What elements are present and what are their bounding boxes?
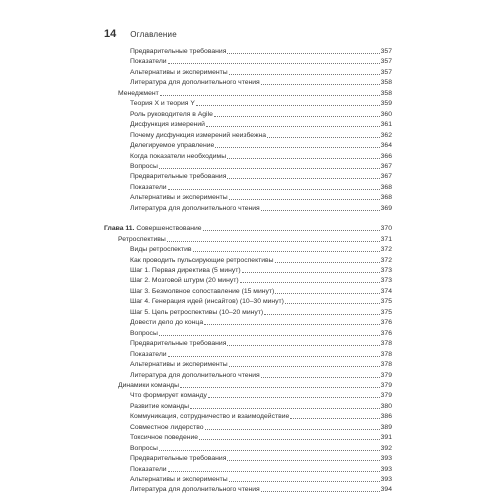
entry-text: Шаг 3. Безмолвное сопоставление (15 минут) (130, 287, 275, 295)
toc-page-number: 358 (380, 79, 392, 87)
toc-entry-title (130, 466, 167, 474)
entry-text: Шаг 1. Первая директива (5 минут) (130, 267, 241, 274)
toc-page-number: 368 (380, 183, 392, 191)
dot-leader (285, 303, 380, 304)
toc-entry-title (130, 142, 214, 150)
entry-text: Альтернативы и эксперименты (130, 361, 228, 369)
toc-subsection-entry (130, 192, 392, 202)
toc-subsection-entry (130, 296, 392, 306)
dot-leader (159, 168, 380, 169)
toc-page-number: 374 (380, 287, 392, 295)
toc-entry-title (130, 153, 226, 161)
toc-page-number: 375 (380, 298, 392, 306)
dot-leader (204, 324, 380, 325)
toc-entry-title (130, 424, 204, 432)
entry-text: Дисфункция измерений (130, 121, 205, 129)
dot-leader (227, 460, 379, 461)
dot-leader (275, 262, 380, 263)
toc-page-number: 376 (380, 329, 392, 337)
dot-leader (168, 63, 380, 64)
toc-subsection-entry (130, 265, 392, 275)
toc-entry-title (130, 392, 207, 400)
page-header (104, 28, 177, 40)
entry-text: Что формирует команду (130, 392, 207, 400)
dot-leader (199, 439, 380, 440)
toc-page-number: 358 (380, 89, 392, 97)
toc-entry-title (118, 90, 159, 98)
dot-leader (159, 335, 380, 336)
toc-entry-title (118, 382, 179, 390)
toc-subsection-entry (130, 244, 392, 254)
toc-entry-title (130, 372, 260, 380)
toc-page-number: 392 (380, 444, 392, 452)
toc-entry-title (104, 225, 202, 233)
toc-page-number: 359 (380, 100, 392, 108)
dot-leader (159, 450, 380, 451)
dot-leader (196, 105, 380, 106)
entry-text: Развитие команды (130, 402, 190, 410)
toc-subsection-entry (130, 432, 392, 442)
toc-page-number: 369 (380, 204, 392, 212)
toc-section-entry (118, 234, 392, 244)
toc-entry-title (130, 205, 260, 213)
toc-subsection-entry (130, 443, 392, 453)
toc-entry-title (118, 236, 166, 244)
dot-leader (261, 491, 380, 492)
dot-leader (167, 241, 380, 242)
toc-entry-title (130, 194, 228, 202)
toc-entry-title (130, 288, 274, 296)
toc-page-number: 367 (380, 173, 392, 181)
dot-leader (261, 84, 380, 85)
toc-page-number: 380 (380, 402, 392, 410)
toc-entry-title (130, 163, 158, 171)
toc-entry-title (130, 434, 198, 442)
chapter-label: Глава 11. (104, 225, 135, 233)
toc-page-number: 357 (380, 48, 392, 55)
toc-page-number: 386 (380, 413, 392, 421)
entry-text: Шаг 4. Генерация идей (инсайтов) (10–30 минут) (130, 298, 284, 306)
toc-page-number: 379 (380, 392, 392, 400)
dot-leader (215, 147, 379, 148)
toc-entry-title (130, 361, 228, 369)
entry-text: Предварительные требования (130, 173, 227, 181)
toc-entry-title (130, 319, 203, 327)
toc-subsection-entry (130, 182, 392, 192)
entry-text: Совершенствование (134, 225, 202, 233)
dot-leader (168, 471, 380, 472)
toc-subsection-entry (130, 140, 392, 150)
entry-text: Альтернативы и эксперименты (130, 68, 228, 76)
toc-subsection-entry (130, 130, 392, 140)
toc-subsection-entry (130, 338, 392, 348)
entry-text: Вопросы (130, 329, 158, 337)
toc-page-number: 373 (380, 277, 392, 285)
toc-subsection-entry (130, 453, 392, 463)
toc-subsection-entry (130, 411, 392, 421)
entry-text: Роль руководителя в Agile (130, 110, 213, 118)
toc-entry-title (130, 330, 158, 338)
toc-subsection-entry (130, 56, 392, 66)
entry-text: Ретроспективы (118, 235, 166, 243)
entry-text: Показатели (130, 183, 167, 191)
toc-entry-title (130, 298, 284, 306)
toc-page-number: 362 (380, 131, 392, 139)
toc-entry-title (130, 445, 158, 453)
entry-text: Предварительные требования (130, 455, 227, 463)
dot-leader (261, 377, 380, 378)
toc-entry-title (130, 100, 195, 108)
toc-subsection-entry (130, 370, 392, 380)
dot-leader (229, 366, 380, 367)
toc-page-number: 372 (380, 256, 392, 264)
dot-leader (240, 282, 380, 283)
toc-subsection-entry (130, 203, 392, 213)
toc-page-number: 361 (380, 121, 392, 129)
toc-entry-title (130, 173, 226, 181)
toc-chapter-entry (104, 223, 392, 233)
entry-text: Совместное лидерство (130, 423, 204, 431)
dot-leader (267, 137, 380, 138)
toc-subsection-entry (130, 484, 392, 494)
entry-text: Показатели (130, 58, 167, 66)
toc-subsection-entry (130, 328, 392, 338)
entry-text: Показатели (130, 350, 167, 358)
entry-text: Шаг 2. Мозговой штурм (20 минут) (130, 277, 239, 285)
toc-subsection-entry (130, 317, 392, 327)
toc-page-number: 372 (380, 246, 392, 254)
toc-page-number: 389 (380, 423, 392, 431)
toc-page-number: 393 (380, 476, 392, 483)
dot-leader (160, 95, 380, 96)
page-number: 14 (104, 28, 117, 40)
entry-text: Виды ретроспектив (130, 246, 192, 254)
toc-page-number: 360 (380, 110, 392, 118)
toc-page-number: 370 (380, 225, 392, 233)
dot-leader (229, 481, 380, 482)
entry-text: Менеджмент (118, 89, 159, 97)
toc-subsection-entry (130, 390, 392, 400)
toc-entry-title (130, 79, 260, 87)
toc-entry-title (130, 184, 167, 192)
entry-text: Токсичное поведение (130, 434, 199, 442)
toc-entry-title (130, 58, 167, 66)
dot-leader (275, 293, 379, 294)
dot-leader (227, 345, 379, 346)
toc-page-number: 379 (380, 381, 392, 389)
toc-subsection-entry (130, 98, 392, 108)
toc-entry-title (130, 476, 228, 484)
dot-leader (264, 314, 379, 315)
entry-text: Предварительные требования (130, 48, 227, 55)
entry-text: Литература для дополнительного чтения (130, 204, 260, 212)
toc-entry-title (130, 486, 260, 494)
entry-text: Предварительные требования (130, 340, 227, 348)
entry-text: Коммуникация, сотрудничество и взаимодействие (130, 413, 290, 421)
toc-entry-title (130, 309, 263, 317)
toc-entry-title (130, 413, 289, 421)
dot-leader (290, 418, 379, 419)
toc-entry-title (130, 257, 274, 265)
toc-page-number: 378 (380, 340, 392, 348)
toc-entry-title (130, 277, 239, 285)
toc-subsection-entry (130, 67, 392, 77)
toc-page-number: 394 (380, 486, 392, 494)
dot-leader (229, 74, 380, 75)
dot-leader (193, 251, 380, 252)
toc-page-number: 357 (380, 58, 392, 66)
toc-page-number: 375 (380, 308, 392, 316)
toc-section-entry (118, 88, 392, 98)
toc-subsection-entry (130, 307, 392, 317)
toc-page-number: 368 (380, 194, 392, 202)
toc-page-number: 378 (380, 361, 392, 369)
toc-subsection-entry (130, 422, 392, 432)
toc-subsection-entry (130, 464, 392, 474)
toc-page-number: 364 (380, 142, 392, 150)
dot-leader (227, 158, 380, 159)
toc-subsection-entry (130, 161, 392, 171)
toc-subsection-entry (130, 275, 392, 285)
dot-leader (206, 126, 380, 127)
toc-page-number: 379 (380, 371, 392, 379)
entry-text: Литература для дополнительного чтения (130, 486, 260, 494)
dot-leader (168, 356, 380, 357)
toc-entry-title (130, 111, 213, 119)
toc-page-number: 371 (380, 235, 392, 243)
toc-subsection-entry (130, 401, 392, 411)
dot-leader (203, 230, 380, 231)
toc-page-number: 366 (380, 152, 392, 160)
dot-leader (261, 210, 380, 211)
toc-subsection-entry (130, 46, 392, 56)
dot-leader (227, 53, 379, 54)
toc-page-number: 357 (380, 68, 392, 76)
entry-text: Показатели (130, 465, 167, 473)
dot-leader (214, 116, 380, 117)
toc-page-number: 393 (380, 465, 392, 473)
entry-text: Шаг 5. Цель ретроспективы (10–20 минут) (130, 308, 264, 316)
entry-text: Как проводить пульсирующие ретроспективы (130, 256, 274, 264)
entry-text: Делегируемое управление (130, 142, 215, 150)
entry-text: Теория X и теория Y (130, 100, 195, 108)
toc-subsection-entry (130, 77, 392, 87)
entry-text: Вопросы (130, 162, 158, 170)
toc-entry-title (130, 340, 226, 348)
toc-page-number: 373 (380, 267, 392, 274)
entry-text: Почему дисфункция измерений неизбежна (130, 131, 267, 139)
toc-subsection-entry (130, 119, 392, 129)
toc-subsection-entry (130, 359, 392, 369)
toc-subsection-entry (130, 151, 392, 161)
entry-text: Альтернативы и эксперименты (130, 194, 228, 202)
toc-entry-title (130, 267, 241, 275)
toc-page-number: 391 (380, 434, 392, 442)
entry-text: Динамики команды (118, 381, 179, 389)
toc-entry-title (130, 403, 189, 411)
toc-page-number: 378 (380, 350, 392, 358)
toc-entry-title (130, 132, 266, 140)
toc-entry-title (130, 69, 228, 77)
toc-subsection-entry (130, 286, 392, 296)
toc-subsection-entry (130, 255, 392, 265)
toc-subsection-entry (130, 171, 392, 181)
entry-text: Литература для дополнительного чтения (130, 79, 260, 87)
dot-leader (205, 429, 380, 430)
toc-entry-title (130, 121, 205, 129)
toc-entry-title (130, 351, 167, 359)
dot-leader (227, 178, 379, 179)
entry-text: Альтернативы и эксперименты (130, 476, 228, 483)
toc-subsection-entry (130, 109, 392, 119)
toc-page-number: 367 (380, 162, 392, 170)
entry-text: Довести дело до конца (130, 319, 204, 327)
dot-leader (229, 199, 380, 200)
dot-leader (190, 408, 380, 409)
entry-text: Литература для дополнительного чтения (130, 371, 260, 379)
dot-leader (242, 272, 380, 273)
entry-text: Вопросы (130, 444, 158, 452)
toc-subsection-entry (130, 349, 392, 359)
running-title: Оглавление (130, 30, 177, 39)
toc-section-entry (118, 380, 392, 390)
toc-entry-title (130, 48, 226, 56)
dot-leader (168, 189, 380, 190)
toc-page-number: 376 (380, 319, 392, 327)
dot-leader (208, 397, 380, 398)
entry-text: Когда показатели необходимы (130, 152, 227, 160)
toc-page-number: 393 (380, 455, 392, 463)
toc-entry-title (130, 455, 226, 463)
dot-leader (180, 387, 380, 388)
toc-subsection-entry (130, 474, 392, 484)
toc-entry-title (130, 246, 192, 254)
